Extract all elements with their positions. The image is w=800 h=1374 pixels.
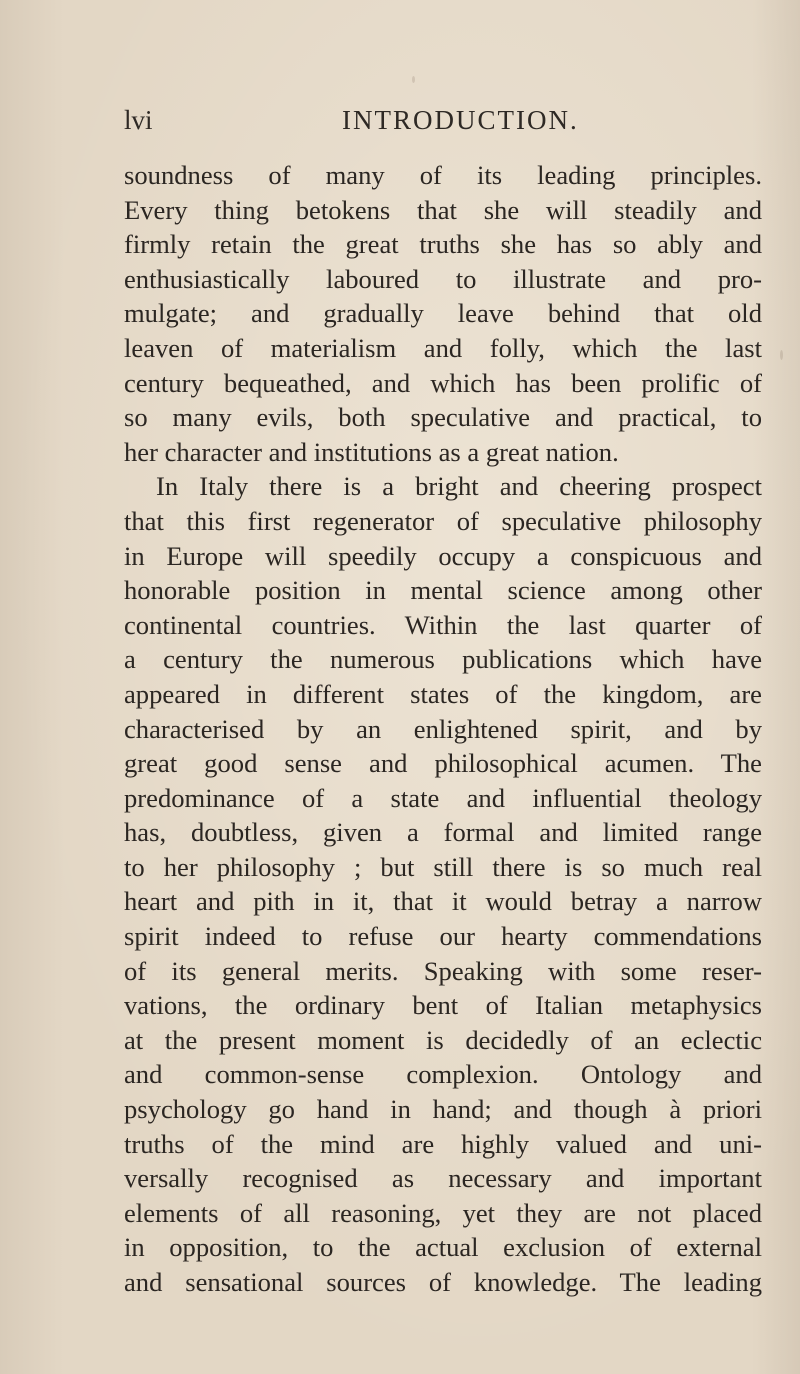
running-head xyxy=(124,102,744,138)
text-line: century bequeathed, and which has been prolific of xyxy=(124,367,762,398)
text-line: a century the numerous publications which have xyxy=(124,644,762,675)
text-line: so many evils, both speculative and practical, to xyxy=(124,402,762,433)
text-line: leaven of materialism and folly, which the last xyxy=(124,332,762,363)
text-line: continental countries. Within the last quarter of xyxy=(124,609,762,640)
text-line: truths of the mind are highly valued and uni- xyxy=(124,1128,762,1159)
text-line: soundness of many of its leading principles. xyxy=(124,160,762,190)
text-line: and common-sense complexion. Ontology and xyxy=(124,1059,762,1090)
text-line: predominance of a state and influential theology xyxy=(124,782,762,813)
text-line: in opposition, to the actual exclusion of external xyxy=(124,1232,762,1263)
text-line: in Europe will speedily occupy a conspicuous and xyxy=(124,540,762,571)
text-line: versally recognised as necessary and important xyxy=(124,1163,762,1194)
page-number: lvi xyxy=(124,105,153,135)
text-line: firmly retain the great truths she has so ably and xyxy=(124,229,762,260)
running-title: INTRODUCTION. xyxy=(342,105,579,135)
paragraph-start-line: In Italy there is a bright and cheering prospect xyxy=(156,471,762,502)
text-line: mulgate; and gradually leave behind that old xyxy=(124,298,762,329)
text-line: spirit indeed to refuse our hearty commendations xyxy=(124,921,762,952)
ink-speck xyxy=(412,76,415,83)
text-line: has, doubtless, given a formal and limited range xyxy=(124,817,762,848)
text-line: psychology go hand in hand; and though à priori xyxy=(124,1094,762,1125)
paragraph-end-line: her character and institutions as a great nation. xyxy=(124,436,619,467)
ink-speck xyxy=(780,350,783,360)
text-line: characterised by an enlightened spirit, and by xyxy=(124,713,762,744)
text-line: appeared in different states of the kingdom, are xyxy=(124,678,762,709)
text-line: that this first regenerator of speculative philosophy xyxy=(124,505,762,536)
text-line: at the present moment is decidedly of an eclectic xyxy=(124,1024,762,1055)
text-line: Every thing betokens that she will steadily and xyxy=(124,194,762,225)
text-line: heart and pith in it, that it would betray a narrow xyxy=(124,886,762,917)
text-line: vations, the ordinary bent of Italian metaphysics xyxy=(124,990,762,1021)
text-line: and sensational sources of knowledge. The leading xyxy=(124,1267,762,1297)
text-line: elements of all reasoning, yet they are not placed xyxy=(124,1197,762,1228)
text-line: of its general merits. Speaking with some reser- xyxy=(124,955,762,986)
body-text xyxy=(124,158,762,1300)
text-line: to her philosophy ; but still there is so much real xyxy=(124,851,762,882)
text-line: great good sense and philosophical acumen. The xyxy=(124,748,762,779)
text-line: honorable position in mental science among other xyxy=(124,575,762,606)
text-line: enthusiastically laboured to illustrate and pro- xyxy=(124,263,762,294)
